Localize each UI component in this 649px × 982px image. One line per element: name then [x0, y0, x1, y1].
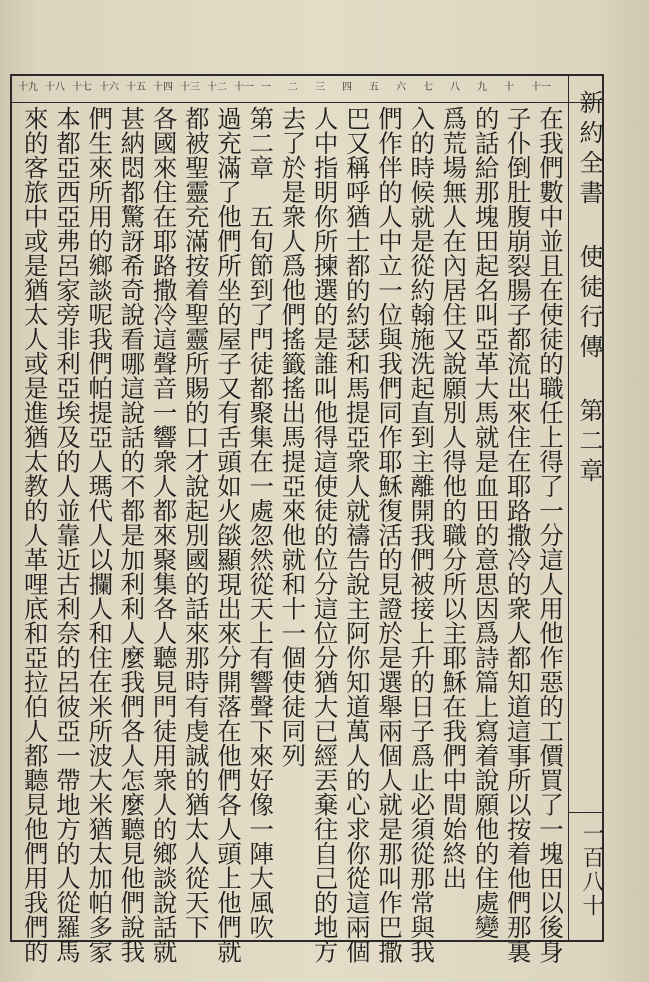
text-column: 的話給那塊田起名叫亞革大馬就是血田的意思因爲詩篇上寫着說願他的住處變 [471, 106, 501, 939]
text-column: 入的時候就是從約翰施洗起直到主離開我們被接上升的日子爲止必須從那常與我 [407, 106, 437, 964]
text-frame [10, 74, 604, 964]
verse-number: 三 [315, 82, 325, 93]
running-header-title: 新約全書 使徒行傳 第二章 [575, 90, 603, 488]
verse-number: 二 [288, 82, 298, 93]
verse-number: 十五 [126, 82, 146, 93]
text-column: 子仆倒肚腹崩裂腸子都流出來住在耶路撒冷的衆人都知道這事所以按着他們那裏 [503, 106, 533, 964]
text-column: 本都亞西亞弗呂家旁非利亞埃及的人並靠近古利奈的呂彼亞一帶地方的人從羅馬 [52, 106, 82, 964]
verse-number: 十六 [99, 82, 119, 93]
text-column: 都被聖靈充滿按着聖靈所賜的口才說起別國的話來那時有虔誠的猶太人從天下 [181, 106, 211, 939]
verse-number: 七 [423, 82, 433, 93]
text-column: 過充滿了他們所坐的屋子又有舌頭如火燄顯現出來分開落在他們各人頭上他們就 [213, 106, 243, 964]
verse-number: 十三 [180, 82, 200, 93]
verse-number: 九 [477, 82, 487, 93]
text-column: 巴又稱呼猶士都的約瑟和馬提亞衆人就禱告說主阿你知道萬人的心求你從這兩個 [342, 106, 372, 964]
verse-number: 十九 [18, 82, 38, 93]
verse-number: 十二 [207, 82, 227, 93]
verse-number: 十八 [45, 82, 65, 93]
page-number-rule [568, 812, 602, 813]
verse-number: 六 [396, 82, 406, 93]
text-column: 去了於是衆人爲他們搖籤搖出馬提亞來他就和十一個使徒同列 [278, 106, 308, 768]
text-column: 們作伴的人中立一位與我們同作耶穌復活的見證於是選舉兩個人就是那叫作巴撒 [374, 106, 404, 964]
verse-number: 十 [504, 82, 514, 93]
header-divider [12, 102, 602, 103]
text-column: 們生來所用的鄉談呢我們帕提亞人瑪代人以攔人和住在米所波大米猶太加帕多家 [85, 106, 115, 964]
header-column-rule [568, 76, 569, 940]
verse-number: 一 [261, 82, 271, 93]
text-column: 各國來住在耶路撒冷這聲音一響衆人都來聚集各人聽見門徒用衆人的鄉談說話就 [149, 106, 179, 964]
verse-number: 十七 [72, 82, 92, 93]
text-column: 爲荒場無人在內居住又說願別人得他的職分所以主耶穌在我們中間始終出 [439, 106, 469, 890]
verse-number: 十四 [153, 82, 173, 93]
verse-number: 十一 [531, 82, 551, 93]
text-column: 來的客旅中或是猶太人或是進猶太教的人革哩底和亞拉伯人都聽見他們用我們的 [20, 106, 50, 964]
verse-number: 八 [450, 82, 460, 93]
verse-number: 四 [342, 82, 352, 93]
text-column: 人中指明你所揀選的是誰叫他得這使徒的位分這位分猶大已經丟棄往自己的地方 [310, 106, 340, 964]
text-column: 第二章 五旬節到了門徒都聚集在一處忽然從天上有響聲下來好像一陣大風吹 [246, 106, 276, 939]
verse-number: 五 [369, 82, 379, 93]
text-column: 甚納悶都驚訝希奇說看哪這說話的不都是加利利人麼我們各人怎麼聽見他們說我 [117, 106, 147, 964]
page-number: 一百八十 [579, 822, 604, 918]
verse-number-row [12, 82, 602, 102]
verse-number: 十一 [234, 82, 254, 93]
text-column: 在我們數中並且在使徒的職任上得了一分這人用他作惡的工價買了一塊田以後身 [535, 106, 565, 964]
